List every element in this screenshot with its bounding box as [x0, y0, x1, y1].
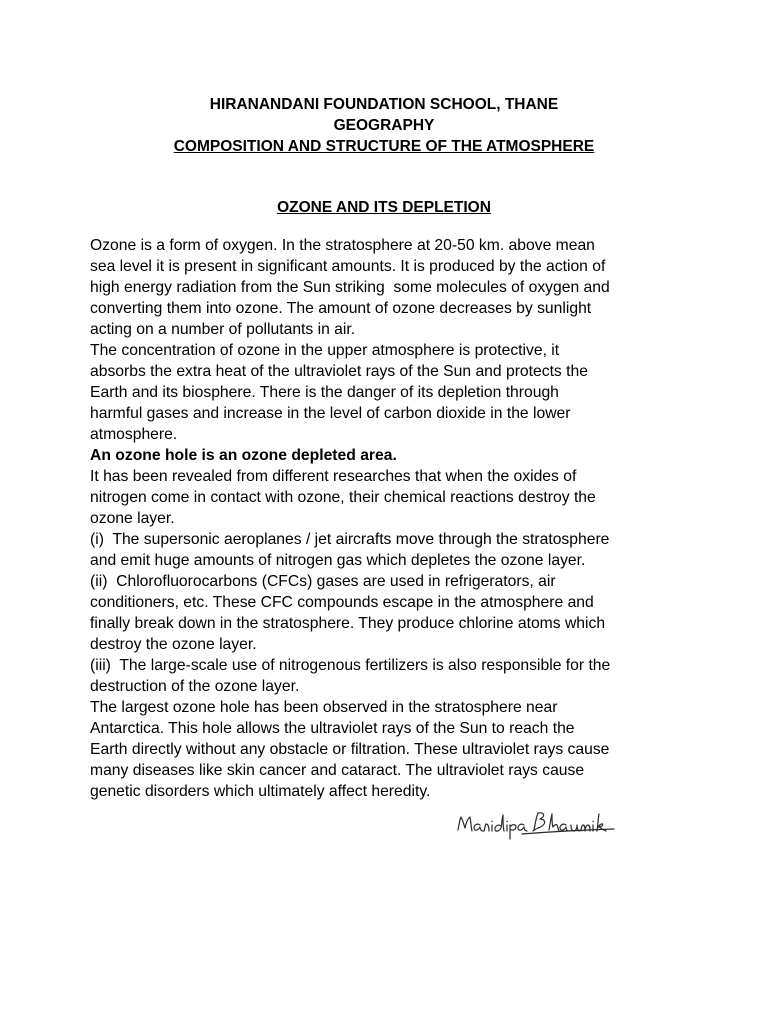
- body-line: high energy radiation from the Sun striking some molecules of oxygen and: [90, 279, 610, 296]
- body-line: (iii) The large-scale use of nitrogenous fertilizers is also responsible for the: [90, 657, 611, 674]
- body-line: (ii) Chlorofluorocarbons (CFCs) gases are used in refrigerators, air: [90, 573, 556, 590]
- document-header: [0, 94, 768, 157]
- body-line: converting them into ozone. The amount of ozone decreases by sunlight: [90, 300, 592, 317]
- body-line: Earth directly without any obstacle or filtration. These ultraviolet rays cause: [90, 741, 610, 758]
- ozone-hole-definition: An ozone hole is an ozone depleted area.: [90, 447, 397, 464]
- body-line: The largest ozone hole has been observed in the stratosphere near: [90, 699, 558, 716]
- body-line: Antarctica. This hole allows the ultraviolet rays of the Sun to reach the: [90, 720, 575, 737]
- subject-name: GEOGRAPHY: [333, 117, 435, 134]
- body-text: [90, 235, 730, 802]
- body-line: Earth and its biosphere. There is the danger of its depletion through: [90, 384, 559, 401]
- body-line: atmosphere.: [90, 426, 178, 443]
- body-line: acting on a number of pollutants in air.: [90, 321, 356, 338]
- school-name: HIRANANDANI FOUNDATION SCHOOL, THANE: [209, 96, 559, 113]
- body-line: destroy the ozone layer.: [90, 636, 257, 653]
- body-line: sea level it is present in significant amounts. It is produced by the action of: [90, 258, 606, 275]
- body-line: It has been revealed from different researches that when the oxides of: [90, 468, 577, 485]
- body-line: Ozone is a form of oxygen. In the stratosphere at 20-50 km. above mean: [90, 237, 595, 254]
- body-line: conditioners, etc. These CFC compounds escape in the atmosphere and: [90, 594, 594, 611]
- body-line: The concentration of ozone in the upper atmosphere is protective, it: [90, 342, 560, 359]
- section-title: OZONE AND ITS DEPLETION: [277, 199, 491, 216]
- body-line: destruction of the ozone layer.: [90, 678, 300, 695]
- body-line: ozone layer.: [90, 510, 175, 527]
- body-line: absorbs the extra heat of the ultraviolet rays of the Sun and protects the: [90, 363, 588, 380]
- body-line: harmful gases and increase in the level of carbon dioxide in the lower: [90, 405, 571, 422]
- body-line: nitrogen come in contact with ozone, their chemical reactions destroy the: [90, 489, 596, 506]
- body-line: genetic disorders which ultimately affect heredity.: [90, 783, 431, 800]
- body-line: finally break down in the stratosphere. They produce chlorine atoms which: [90, 615, 606, 632]
- body-line: (i) The supersonic aeroplanes / jet aircrafts move through the stratosphere: [90, 531, 610, 548]
- handwritten-signature: [452, 806, 622, 846]
- body-line: and emit huge amounts of nitrogen gas which depletes the ozone layer.: [90, 552, 586, 569]
- body-line: many diseases like skin cancer and cataract. The ultraviolet rays cause: [90, 762, 585, 779]
- chapter-title: COMPOSITION AND STRUCTURE OF THE ATMOSPHERE: [173, 138, 595, 155]
